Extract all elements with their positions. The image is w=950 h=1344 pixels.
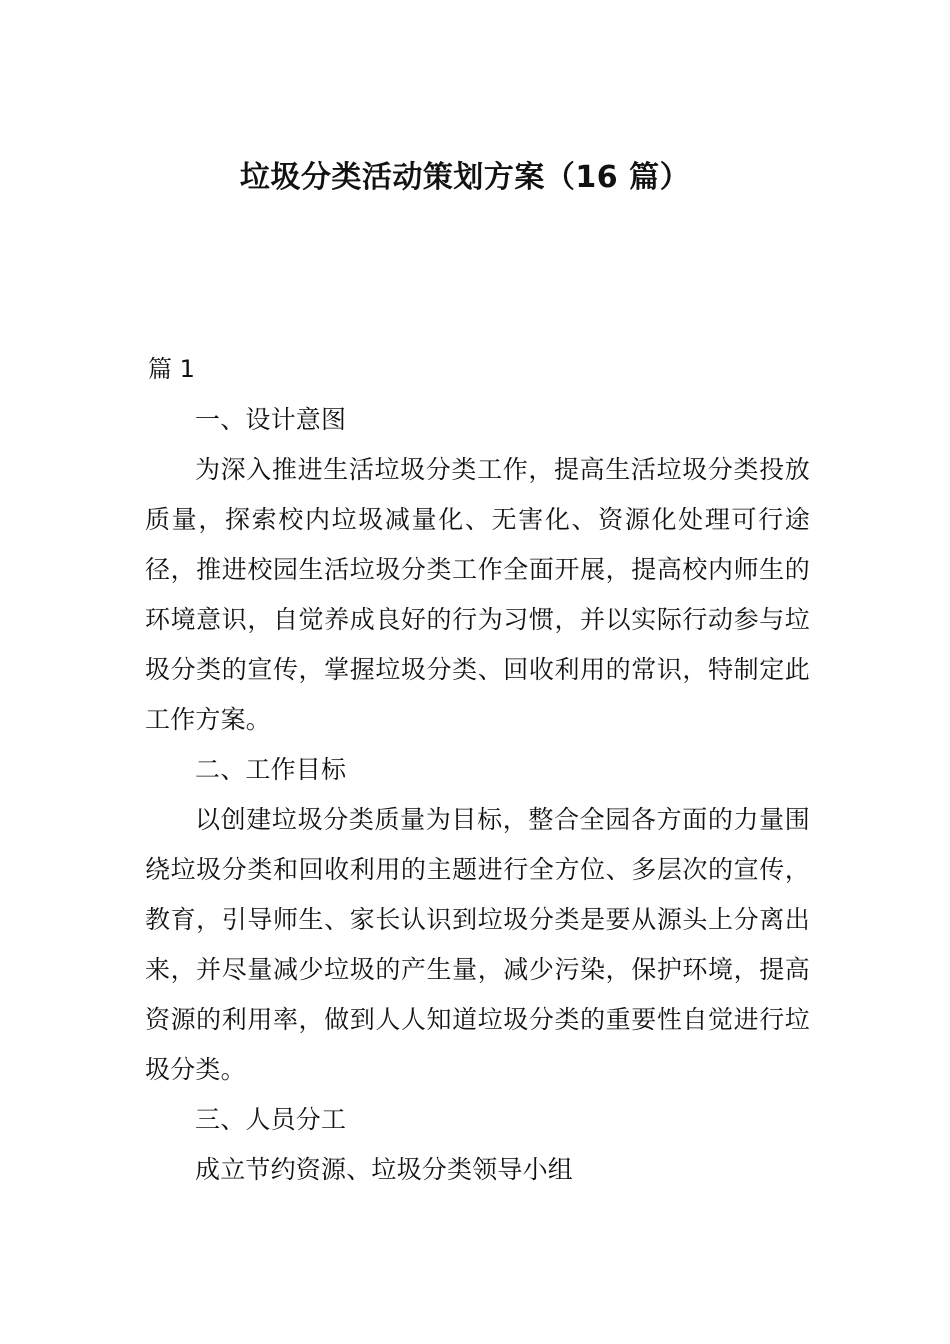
- paragraph-leadership-group: 成立节约资源、垃圾分类领导小组: [195, 1155, 574, 1184]
- paragraph-work-goals: 以创建垃圾分类质量为目标，整合全园各方面的力量围绕垃圾分类和回收利用的主题进行全方位、多层次的宣传，教育，引导师生、家长认识到垃圾分类是要从源头上分离出来，并尽量减少垃圾的产生量，减少污染，保护环境，提高资源的利用率，做到人人知道垃圾分类的重要性自觉进行垃圾分类。: [145, 805, 810, 1084]
- section-label: 篇 1: [148, 355, 195, 383]
- heading-design-intent: 一、设计意图: [195, 405, 347, 434]
- paragraph-design-intent: 为深入推进生活垃圾分类工作，提高生活垃圾分类投放质量，探索校内垃圾减量化、无害化、资源化处理可行途径，推进校园生活垃圾分类工作全面开展，提高校内师生的环境意识，自觉养成良好的行为习惯，并以实际行动参与垃圾分类的宣传，掌握垃圾分类、回收利用的常识，特制定此工作方案。: [145, 455, 810, 734]
- heading-staff-division: 三、人员分工: [195, 1105, 347, 1134]
- document-body: [145, 395, 810, 1195]
- heading-work-goals: 二、工作目标: [195, 755, 347, 784]
- document-title: 垃圾分类活动策划方案（16 篇）: [239, 160, 691, 195]
